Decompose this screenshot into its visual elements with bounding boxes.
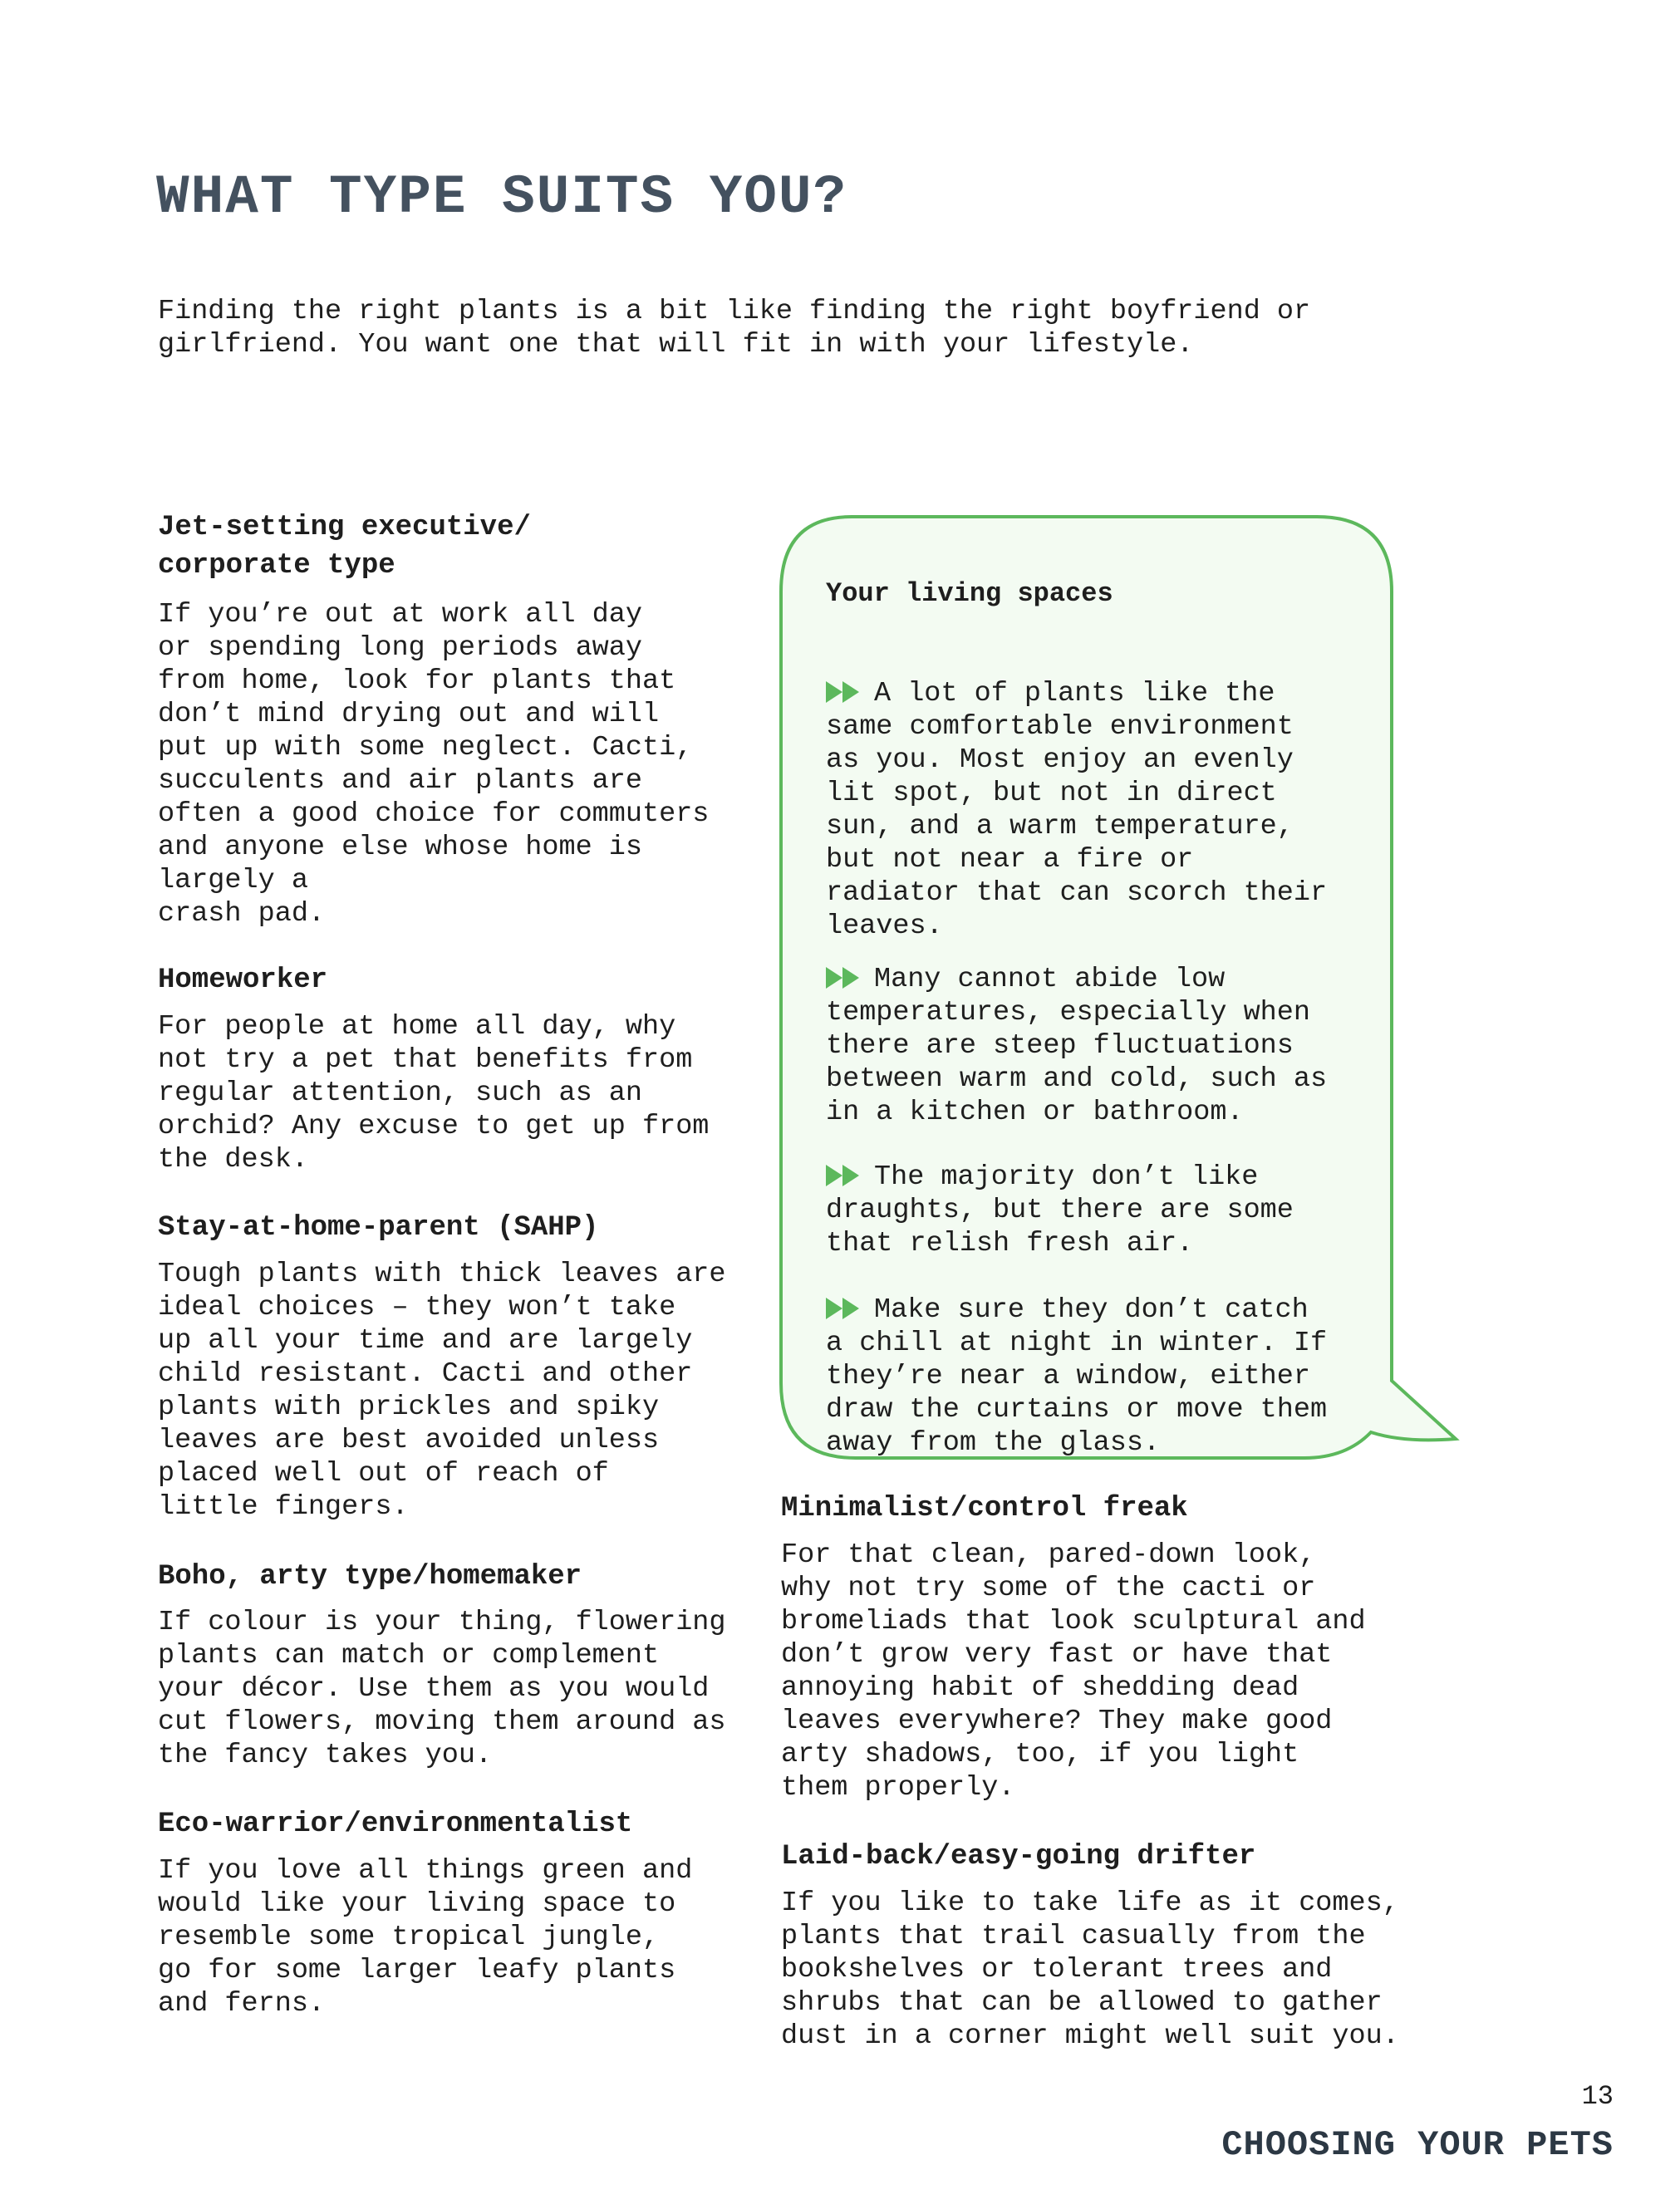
bullet-text: A lot of plants like the same comfortable environment as you. Most enjoy an evenly lit spot, but not in direct sun, and a warm temperature, but not near a fire or radiator that can scorch their leaves.	[826, 678, 1328, 942]
intro-paragraph: Finding the right plants is a bit like finding the right boyfriend or girlfriend. You want one that will fit in with your lifestyle.	[158, 296, 1311, 361]
page-number: 13	[1581, 2081, 1614, 2112]
section-body: For people at home all day, why not try a pet that benefits from regular attention, such as an orchid? Any excuse to get up from the desk.	[158, 1011, 710, 1176]
box-bullet	[826, 930, 1327, 1129]
double-arrow-icon	[826, 681, 862, 703]
section-heading: Eco-warrior/environmentalist	[158, 1809, 633, 1840]
box-heading: Your living spaces	[826, 578, 1113, 609]
section-body: If you’re out at work all day or spending long periods away from home, look for plants that don’t mind drying out and will put up with some neglect. Cacti, succulents and air plants are often a good choice for commuters and anyone else whose home is largely a crash pad.	[158, 599, 710, 930]
section-heading: Minimalist/control freak	[781, 1493, 1188, 1524]
double-arrow-icon	[826, 1165, 862, 1186]
section-heading: Boho, arty type/homemaker	[158, 1561, 582, 1593]
bullet-text: The majority don’t like draughts, but there are some that relish fresh air.	[826, 1161, 1294, 1259]
section-heading: Homeworker	[158, 965, 328, 996]
section-heading: Jet-setting executive/ corporate type	[158, 512, 531, 582]
page-title: WHAT TYPE SUITS YOU?	[156, 166, 848, 228]
section-heading: Stay-at-home-parent (SAHP)	[158, 1212, 599, 1244]
section-body: If you love all things green and would like your living space to resemble some tropical jungle, go for some larger leafy plants and ferns.	[158, 1855, 693, 2020]
bullet-text: Make sure they don’t catch a chill at night in winter. If they’re near a window, either draw the curtains or move them away from the glass.	[826, 1294, 1328, 1459]
double-arrow-icon	[826, 967, 862, 989]
section-body: If you like to take life as it comes, plants that trail casually from the bookshelves or tolerant trees and shrubs that can be allowed to gather dust in a corner might well suit you.	[781, 1887, 1399, 2052]
section-body: If colour is your thing, flowering plants can match or complement your décor. Use them as you would cut flowers, moving them around as the fancy takes you.	[158, 1607, 726, 1771]
chapter-footer: CHOOSING YOUR PETS	[1221, 2125, 1614, 2165]
box-bullet	[826, 644, 1327, 943]
box-bullet	[826, 1127, 1294, 1260]
bullet-text: Many cannot abide low temperatures, especially when there are steep fluctuations between warm and cold, such as in a kitchen or bathroom.	[826, 964, 1328, 1128]
section-body: Tough plants with thick leaves are ideal choices – they won’t take up all your time and are largely child resistant. Cacti and other plants with prickles and spiky leaves are best avoided unless placed well out of reach of little fingers.	[158, 1259, 726, 1523]
section-body: For that clean, pared-down look, why not try some of the cacti or bromeliads that look sculptural and don’t grow very fast or have that annoying habit of shedding dead leaves everywhere? They make good arty shadows, too, if you light them properly.	[781, 1539, 1366, 1804]
section-heading: Laid-back/easy-going drifter	[781, 1841, 1256, 1873]
double-arrow-icon	[826, 1298, 862, 1319]
box-bullet	[826, 1260, 1327, 1460]
